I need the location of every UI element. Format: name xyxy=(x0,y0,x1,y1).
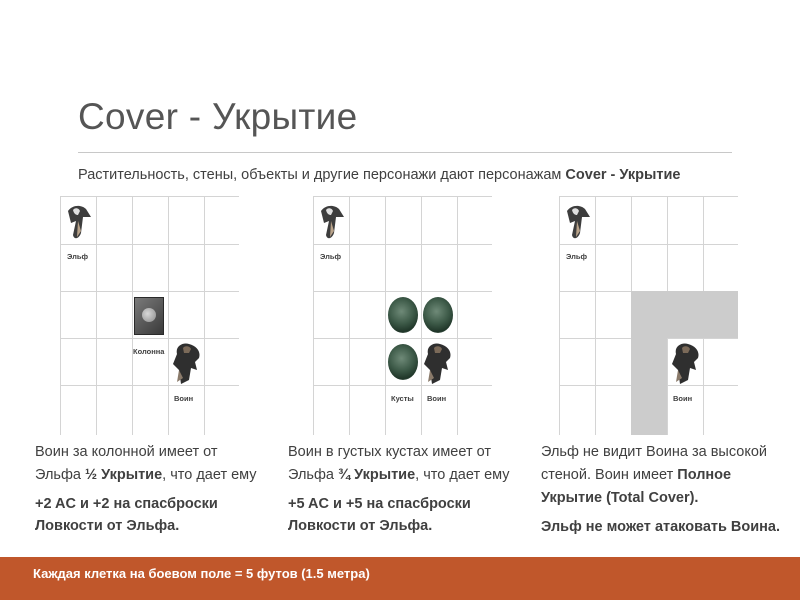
cover-grid-total xyxy=(559,196,738,435)
elf-label: Эльф xyxy=(566,252,588,261)
cover-grid-half xyxy=(60,196,239,435)
slide-subtitle xyxy=(78,167,680,183)
three-quarters-cover-text xyxy=(288,441,528,537)
title-divider xyxy=(78,152,732,153)
text-line xyxy=(288,464,528,487)
total-cover-text xyxy=(541,441,791,538)
text-line xyxy=(541,464,791,487)
bush-icon xyxy=(423,297,453,333)
text-line: Воин за колонной имеет от xyxy=(35,444,218,460)
warrior-label: Воин xyxy=(174,394,194,403)
bonus-text xyxy=(541,516,791,538)
text-bold: Полное xyxy=(677,467,732,483)
cover-grid-three-quarters xyxy=(313,196,492,435)
elf-archer-icon xyxy=(65,203,93,243)
text-line: Эльф не видит Воина за высокой xyxy=(541,444,767,460)
text-span: Эльфа xyxy=(288,467,338,483)
elf-label: Эльф xyxy=(320,252,342,261)
slide-title: Cover - Укрытие xyxy=(78,96,358,137)
footer-text: Каждая клетка на боевом поле = 5 футов (1.5 метра) xyxy=(33,566,370,581)
bonus-text xyxy=(288,493,528,537)
text-bold: Укрытие (Total Cover). xyxy=(541,490,699,506)
text-span: стеной. Воин имеет xyxy=(541,467,678,483)
warrior-icon xyxy=(169,340,203,386)
elf-archer-icon xyxy=(318,203,346,243)
text-line xyxy=(35,464,275,487)
text-bold: ½ Укрытие xyxy=(84,467,163,483)
warrior-icon xyxy=(668,340,702,386)
text-bold: ¾ Укрытие xyxy=(337,467,416,483)
text-line xyxy=(541,487,791,510)
text-span: , что дает ему xyxy=(162,467,257,483)
bush-icon xyxy=(388,344,418,380)
wall-vertical xyxy=(631,291,667,435)
subtitle-text: Растительность, стены, объекты и другие персонажи дают персонажам xyxy=(78,167,566,183)
pillar-icon xyxy=(134,297,164,335)
subtitle-bold: Cover - Укрытие xyxy=(565,167,681,183)
warrior-label: Воин xyxy=(673,394,693,403)
half-cover-text xyxy=(35,441,275,537)
bonus-line: +2 AC и +2 на спасброски xyxy=(35,496,218,512)
text-span: Эльфа xyxy=(35,467,85,483)
text-line: Воин в густых кустах имеет от xyxy=(288,444,492,460)
bonus-line: Эльф не может атаковать Воина. xyxy=(541,519,781,535)
elf-archer-icon xyxy=(564,203,592,243)
bushes-label: Кусты xyxy=(391,394,414,403)
text-span: , что дает ему xyxy=(415,467,510,483)
bonus-line: +5 AC и +5 на спасброски xyxy=(288,496,471,512)
bonus-line: Ловкости от Эльфа. xyxy=(35,518,180,534)
bonus-text xyxy=(35,493,275,537)
bonus-line: Ловкости от Эльфа. xyxy=(288,518,433,534)
warrior-icon xyxy=(420,340,454,386)
warrior-label: Воин xyxy=(427,394,447,403)
pillar-label: Колонна xyxy=(133,347,165,356)
elf-label: Эльф xyxy=(67,252,89,261)
bush-icon xyxy=(388,297,418,333)
